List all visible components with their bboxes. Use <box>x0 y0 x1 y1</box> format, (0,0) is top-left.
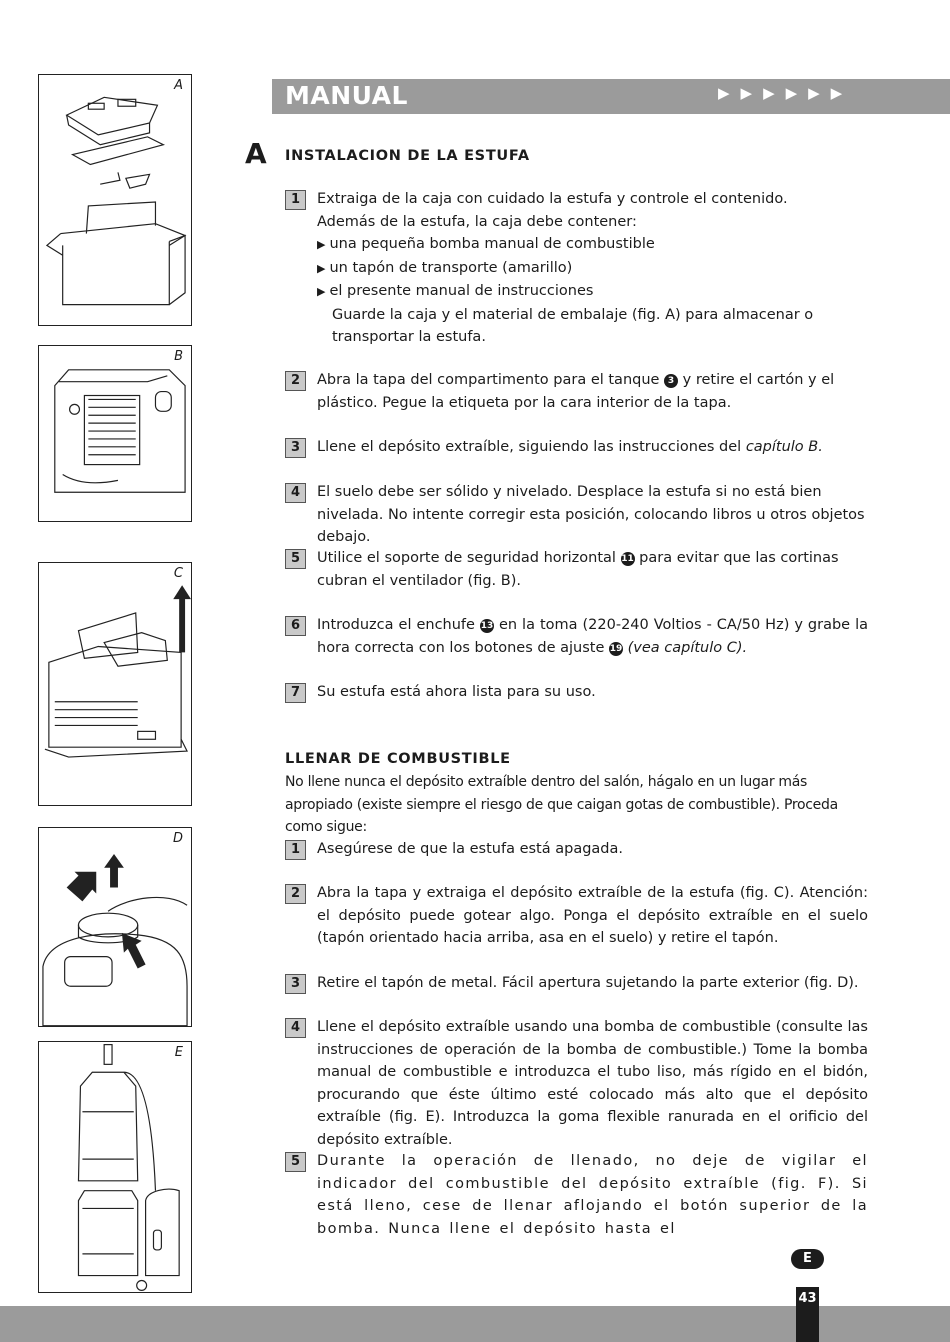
figure-label: A <box>174 78 183 93</box>
reference-number-badge: 3 <box>664 374 678 388</box>
step-number: 6 <box>285 616 306 636</box>
text-run: en la toma (220-240 Voltios - CA/50 Hz) y grabe la hora correcta con los botones de ajuste <box>317 617 868 656</box>
text-run: Utilice el soporte de seguridad horizontal <box>317 550 621 566</box>
bullet-text: el presente manual de instrucciones <box>329 283 594 299</box>
step-number: 7 <box>285 683 306 703</box>
text-run: Llene el depósito extraíble, siguiendo las instrucciones del <box>317 439 746 455</box>
bullet-arrow-icon: ▶ <box>317 238 326 251</box>
step-number: 2 <box>285 884 306 904</box>
step-number: 5 <box>285 549 306 569</box>
page-title: MANUAL <box>285 81 408 110</box>
step-text: Su estufa está ahora lista para su uso. <box>317 684 596 700</box>
step-number: 4 <box>285 483 306 503</box>
figure-d <box>38 827 192 1027</box>
bullet-text: una pequeña bomba manual de combustible <box>329 236 655 252</box>
bullet-arrow-icon: ▶ <box>317 261 326 275</box>
pump-filling-illustration <box>39 1042 191 1292</box>
heater-back-illustration <box>39 346 191 521</box>
tank-removal-illustration <box>39 563 191 805</box>
step-note: Guarde la caja y el material de embalaje (fig. A) para almacenar o transportar la estufa. <box>332 306 814 345</box>
bullet-item <box>317 233 868 257</box>
language-badge: E <box>791 1249 824 1269</box>
step-number: 1 <box>285 190 306 210</box>
bullet-item <box>317 280 868 304</box>
reference-number-badge: 11 <box>621 554 634 564</box>
italic-reference: capítulo B. <box>745 439 823 455</box>
figure-label: B <box>174 349 183 364</box>
section-heading-installation: INSTALACION DE LA ESTUFA <box>285 148 530 164</box>
section-heading-fuel: LLENAR DE COMBUSTIBLE <box>285 751 511 767</box>
step-text <box>317 188 868 349</box>
text-run: y retire el cartón y el plástico. Pegue la etiqueta por la cara interior de la tapa. <box>317 372 835 411</box>
cap-removal-illustration <box>39 828 191 1026</box>
figure-a <box>38 74 192 326</box>
bullet-item <box>317 257 868 281</box>
step-number: 4 <box>285 1018 306 1038</box>
step-text <box>317 369 868 414</box>
step-number: 2 <box>285 371 306 391</box>
step-number: 3 <box>285 974 306 994</box>
step-text: Asegúrese de que la estufa está apagada. <box>317 841 623 857</box>
page-number: 43 <box>796 1287 819 1342</box>
step-line: Extraiga de la caja con cuidado la estufa y controle el contenido. <box>317 191 788 207</box>
step-number: 1 <box>285 840 306 860</box>
step-text <box>317 614 868 659</box>
figure-label: D <box>172 831 183 846</box>
figure-c <box>38 562 192 806</box>
step-text: Durante la operación de llenado, no deje de vigilar el indicador del combustible del depósito extraíble (fig. F). Si está lleno, cese de llenar aflojando el botón superior de la bomba. Nunca llene el depósito hasta el <box>317 1153 868 1237</box>
step-text: Abra la tapa y extraiga el depósito extraíble de la estufa (fig. C). Atención: el depósito puede gotear algo. Ponga el depósito extraíble en el suelo (tapón orientado hacia arriba, asa en el suelo) y retire el tapón. <box>317 885 868 946</box>
step-line: Además de la estufa, la caja debe contener: <box>317 213 637 230</box>
step-number: 5 <box>285 1152 306 1172</box>
step-text <box>317 547 868 592</box>
step-text: El suelo debe ser sólido y nivelado. Desplace la estufa si no está bien nivelada. No intente corregir esta posición, colocando libros u otros objetos debajo. <box>317 484 865 545</box>
step-text: Retire el tapón de metal. Fácil apertura sujetando la parte exterior (fig. D). <box>317 975 859 991</box>
section-intro: No llene nunca el depósito extraíble dentro del salón, hágalo en un lugar más apropiado (existe siempre el riesgo de que caigan gotas de combustible). Proceda como sigue: <box>285 774 838 835</box>
reference-number-badge: 19 <box>609 643 623 654</box>
figure-label: E <box>174 1045 183 1060</box>
bullet-arrow-icon: ▶ <box>317 285 326 298</box>
figure-label: C <box>173 566 183 581</box>
manual-header-bar <box>272 79 950 114</box>
text-run: Abra la tapa del compartimento para el tanque <box>317 372 665 388</box>
bullet-text: un tapón de transporte (amarillo) <box>329 259 573 276</box>
step-text: Llene el depósito extraíble usando una bomba de combustible (consulte las instrucciones de operación de la bomba de combustible.) Tome la bomba manual de combustible e introduzca el tubo liso, más rígido en el bidón, procurando que éste último esté colocado más alto que el depósito extraíble (fig. E). Introduzca la goma flexible ranurada en el orificio del depósito extraíble. <box>317 1019 868 1148</box>
text-run: para evitar que las cortinas cubran el ventilador (fig. B). <box>317 550 839 589</box>
text-run: Introduzca el enchufe <box>317 617 480 633</box>
figure-e <box>38 1041 192 1293</box>
step-text <box>317 436 868 459</box>
italic-reference: (vea capítulo C). <box>623 639 748 656</box>
box-unpacking-illustration <box>39 75 191 325</box>
figure-b <box>38 345 192 522</box>
section-letter: A <box>245 137 267 170</box>
reference-number-badge: 13 <box>480 621 494 631</box>
arrow-icons: ▶▶▶▶▶▶ <box>718 84 854 102</box>
step-number: 3 <box>285 438 306 458</box>
